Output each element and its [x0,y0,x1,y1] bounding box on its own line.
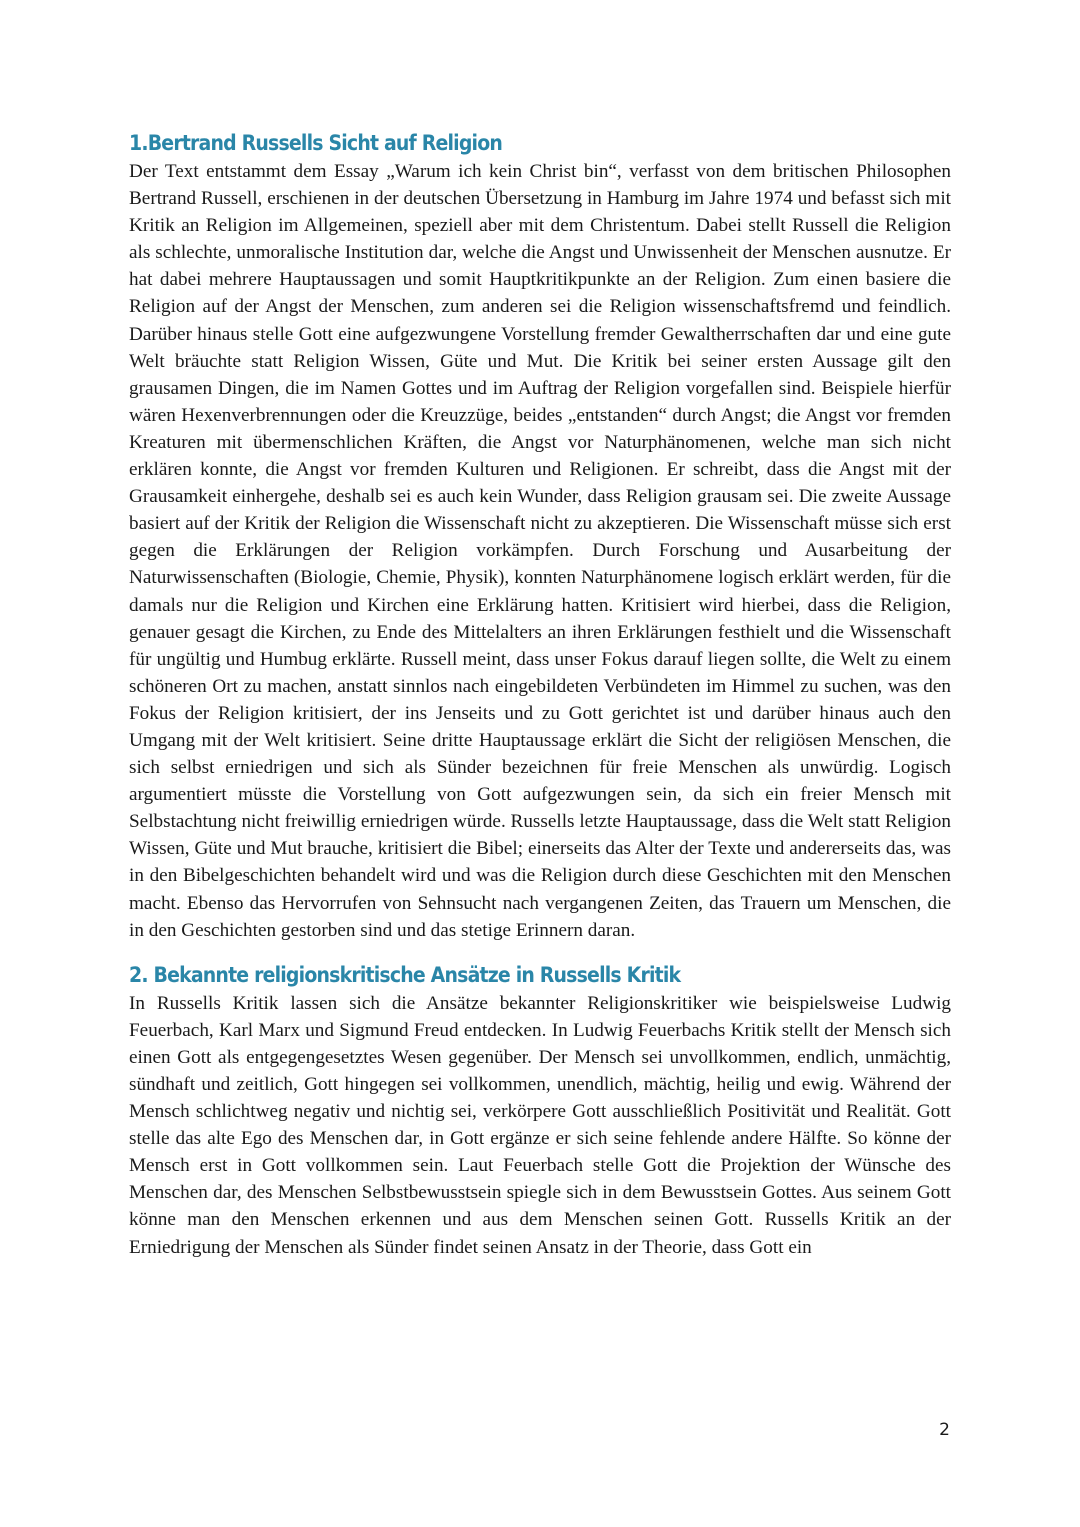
page-content [129,128,951,1261]
section-2-body: In Russells Kritik lassen sich die Ansätze bekannter Religionskritiker wie beispielsweise Ludwig Feuerbach, Karl Marx und Sigmund Freud entdecken. In Ludwig Feuerbachs Kritik stellt der Mensch sich einen Gott als entgegengesetztes Wesen gegenüber. Der Mensch sei unvollkommen, endlich, unmächtig, sündhaft und zeitlich, Gott hingegen sei vollkommen, unendlich, mächtig, heilig und ewig. Während der Mensch schlichtweg negativ und nichtig sei, verkörpere Gott ausschließlich Positivität und Realität. Gott stelle das alte Ego des Menschen dar, in Gott ergänze er sich seine fehlende andere Hälfte. So könne der Mensch erst in Gott vollkommen sein. Laut Feuerbach stelle Gott die Projektion der Wünsche des Menschen dar, des Menschen Selbstbewusstsein spiegle sich in dem Bewusstsein Gottes. Aus seinem Gott könne man den Menschen erkennen und aus dem Menschen seinen Gott. Russells Kritik an der Erniedrigung der Menschen als Sünder findet seinen Ansatz in der Theorie, dass Gott ein [129,992,951,1258]
section-1-heading: 1.Bertrand Russells Sicht auf Religion [129,131,503,155]
section-gap [129,944,951,960]
section-2-heading: 2. Bekannte religionskritische Ansätze in Russells Kritik [129,962,681,987]
page-number: 2 [939,1420,950,1440]
section-1-body: Der Text entstammt dem Essay „Warum ich kein Christ bin“, verfasst von dem britischen Philosophen Bertrand Russell, erschienen in der deutschen Übersetzung in Hamburg im Jahre 1974 und befasst sich mit Kritik an Religion im Allgemeinen, speziell aber mit dem Christentum. Dabei stellt Russell die Religion als schlechte, unmoralische Institution dar, welche die Angst und Unwissenheit der Menschen ausnutze. Er hat dabei mehrere Hauptaussagen und somit Hauptkritikpunkte an der Religion. Zum einen basiere die Religion auf der Angst der Menschen, zum anderen sei die Religion wissenschaftsfremd und feindlich. Darüber hinaus stelle Gott eine aufgezwungene Vorstellung fremder Gewaltherrschaften dar und eine gute Welt bräuchte statt Religion Wissen, Güte und Mut. Die Kritik bei seiner ersten Aussage gilt den grausamen Dingen, die im Namen Gottes und im Auftrag der Religion vorgefallen sind. Beispiele hierfür wären Hexenverbrennungen oder die Kreuzzüge, beides „entstanden“ durch Angst; die Angst vor fremden Kreaturen mit übermenschlichen Kräften, die Angst vor Naturphänomenen, welche man sich nicht erklären konnte, die Angst vor fremden Kulturen und Religionen. Er schreibt, dass die Angst mit der Grausamkeit einhergehe, deshalb sei es auch kein Wunder, dass Religion grausam sei. Die zweite Aussage basiert auf der Kritik der Religion die Wissenschaft nicht zu akzeptieren. Die Wissenschaft müsse sich erst gegen die Erklärungen der Religion vorkämpfen. Durch Forschung und Ausarbeitung der Naturwissenschaften (Biologie, Chemie, Physik), konnten Naturphänomene logisch erklärt werden, für die damals nur die Religion und Kirchen eine Erklärung hatten. Kritisiert wird hierbei, dass die Religion, genauer gesagt die Kirchen, zu Ende des Mittelalters an ihren Erklärungen festhielt und die Wissenschaft für ungültig und Humbug erklärte. Russell meint, dass unser Fokus darauf liegen sollte, die Welt zu einem schöneren Ort zu machen, anstatt sinnlos nach eingebildeten Verbündeten im Himmel zu suchen, was den Fokus der Religion kritisiert, der ins Jenseits und zu Gott gerichtet ist und darüber hinaus auch den Umgang mit der Welt kritisiert. Seine dritte Hauptaussage erklärt die Sicht der religiösen Menschen, die sich selbst erniedrigen und sich als Sünder bezeichnen für freie Menschen als unwürdig. Logisch argumentiert müsste die Vorstellung von Gott aufgezwungen sein, da sich ein freier Mensch mit Selbstachtung nicht freiwillig erniedrigen würde. Russells letzte Hauptaussage, dass die Welt statt Religion Wissen, Güte und Mut brauche, kritisiert die Bibel; einerseits das Alter der Texte und andererseits das, was in den Bibelgeschichten behandelt wird und was die Religion durch diese Geschichten mit den Menschen macht. Ebenso das Hervorrufen von Sehnsucht nach vergangenen Zeiten, das Trauern um Menschen, die in den Geschichten gestorben sind und das stetige Erinnern daran. [129,161,951,941]
